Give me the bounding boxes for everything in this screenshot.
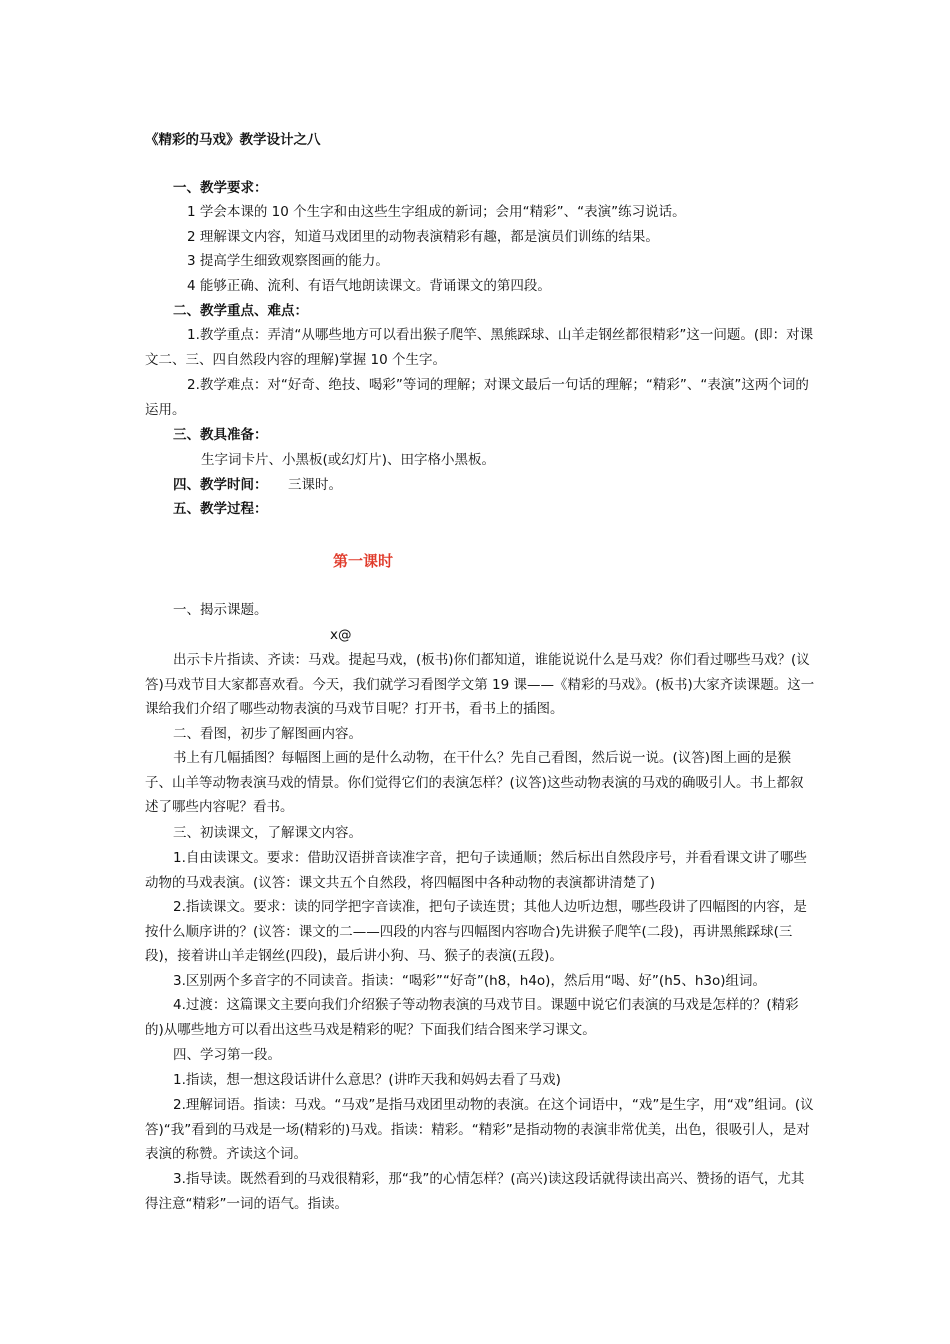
heading-process: 五、教学过程： bbox=[173, 501, 268, 517]
heading-tools: 三、教具准备： bbox=[173, 427, 268, 443]
heading-requirements: 一、教学要求： bbox=[173, 180, 268, 196]
paragraph: 出示卡片指读、齐读：马戏。提起马戏，(板书)你们都知道，谁能说说什么是马戏？你们看过哪些马戏？(议答)马戏节目大家都喜欢看。今天，我们就学习看图学文第 19 课——《精彩的马戏》。(板书)大家齐读课题。这一课给我们介绍了哪些动物表演的马戏节目呢？打开书，看书上的插图。 bbox=[145, 652, 815, 717]
paragraph: 1.自由读课文。要求：借助汉语拼音读准字音，把句子读通顺；然后标出自然段序号，并看看课文讲了哪些动物的马戏表演。(议答：课文共五个自然段，将四幅图中各种动物的表演都讲清楚了) bbox=[145, 850, 807, 891]
requirement-item: 2 理解课文内容，知道马戏团里的动物表演精彩有趣，都是演员们训练的结果。 bbox=[187, 229, 659, 245]
requirement-item: 3 提高学生细致观察图画的能力。 bbox=[187, 253, 389, 269]
paragraph: 书上有几幅插图？每幅图上画的是什么动物，在干什么？先自己看图，然后说一说。(议答)图上画的是猴子、山羊等动物表演马戏的情景。你们觉得它们的表演怎样？(议答)这些动物表演的马戏的确吸引人。书上都叙述了哪些内容呢？看书。 bbox=[145, 750, 804, 815]
paragraph: 3.区别两个多音字的不同读音。指读：“喝彩”“好奇”(h8，h4o)，然后用“喝、好”(h5、h3o)组词。 bbox=[173, 973, 767, 989]
paragraph: 2.指读课文。要求：读的同学把字音读准，把句子读连贯；其他人边听边想，哪些段讲了四幅图的内容，是按什么顺序讲的？(议答：课文的二——四段的内容与四幅图内容吻合)先讲猴子爬竿(二段)，再讲黑熊踩球(三段)，接着讲山羊走钢丝(四段)，最后讲小狗、马、猴子的表演(五段)。 bbox=[145, 899, 807, 964]
section-heading: 三、初读课文，了解课文内容。 bbox=[173, 825, 362, 841]
requirement-item: 4 能够正确、流利、有语气地朗读课文。背诵课文的第四段。 bbox=[187, 278, 551, 294]
paragraph: 4.过渡：这篇课文主要向我们介绍猴子等动物表演的马戏节目。课题中说它们表演的马戏是怎样的？(精彩的)从哪些地方可以看出这些马戏是精彩的呢？下面我们结合图来学习课文。 bbox=[145, 997, 799, 1038]
heading-key-points: 二、教学重点、难点： bbox=[173, 303, 308, 319]
document-title: 《精彩的马戏》教学设计之八 bbox=[145, 132, 321, 148]
tools-text: 生字词卡片、小黑板(或幻灯片)、田字格小黑板。 bbox=[201, 452, 496, 468]
paragraph: 2.理解词语。指读：马戏。“马戏”是指马戏团里动物的表演。在这个词语中，“戏”是生字，用“戏”组词。(议答)“我”看到的马戏是一场(精彩的)马戏。指读：精彩。“精彩”是指动物的表演非常优美，出色，很吸引人，是对表演的称赞。齐读这个词。 bbox=[145, 1097, 814, 1162]
time-text: 三课时。 bbox=[288, 477, 342, 493]
requirement-item: 1 学会本课的 10 个生字和由这些生字组成的新词；会用“精彩”、“表演”练习说话。 bbox=[187, 204, 686, 220]
heading-time: 四、教学时间： bbox=[173, 477, 268, 493]
key-point-paragraph: 1.教学重点：弄清“从哪些地方可以看出猴子爬竿、黑熊踩球、山羊走钢丝都很精彩”这一问题。(即：对课文二、三、四自然段内容的理解)掌握 10 个生字。 bbox=[145, 327, 814, 368]
paragraph: 1.指读，想一想这段话讲什么意思？(讲昨天我和妈妈去看了马戏) bbox=[173, 1072, 561, 1088]
section-heading: 一、揭示课题。 bbox=[173, 602, 268, 618]
difficulty-paragraph: 2.教学难点：对“好奇、绝技、喝彩”等词的理解；对课文最后一句话的理解；“精彩”、“表演”这两个词的运用。 bbox=[145, 377, 809, 418]
stray-mark: x@ bbox=[330, 627, 352, 643]
section-heading: 四、学习第一段。 bbox=[173, 1047, 281, 1063]
paragraph: 3.指导读。既然看到的马戏很精彩，那“我”的心情怎样？(高兴)读这段话就得读出高兴、赞扬的语气，尤其得注意“精彩”一词的语气。指读。 bbox=[145, 1171, 805, 1212]
lesson-title: 第一课时 bbox=[332, 552, 393, 570]
section-heading: 二、看图，初步了解图画内容。 bbox=[173, 726, 362, 742]
